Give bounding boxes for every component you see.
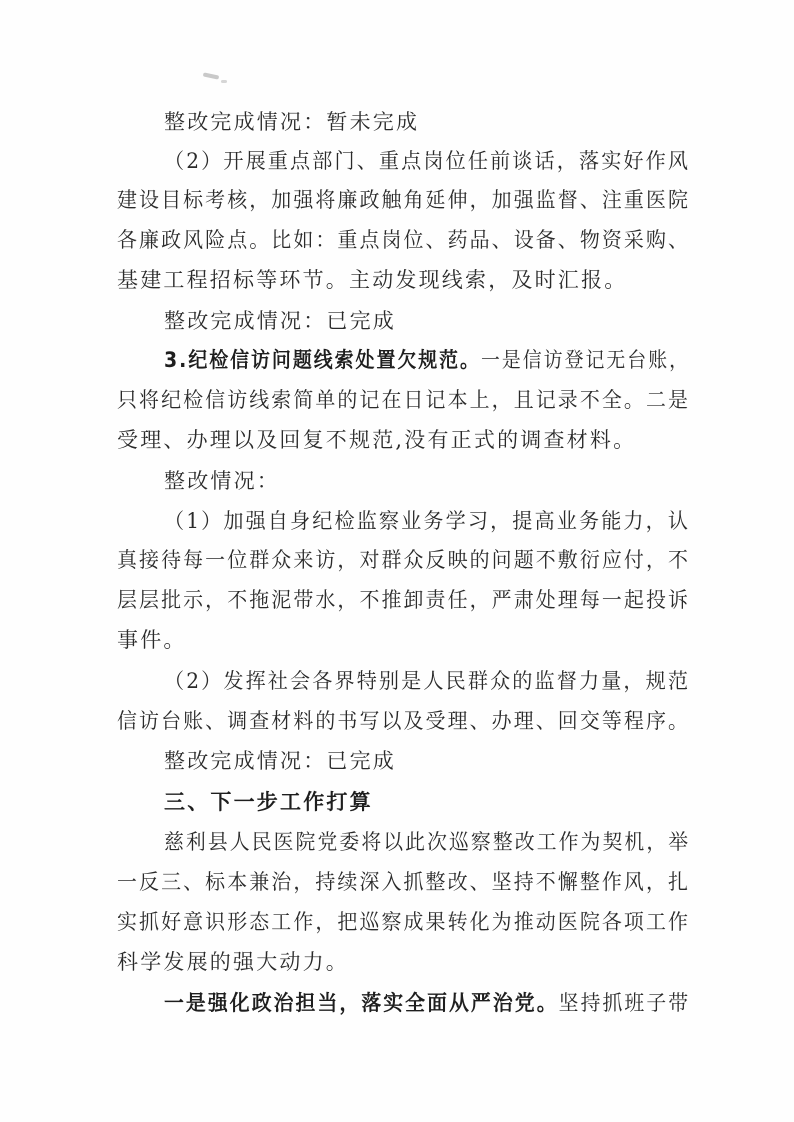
point-heading-continuation: 坚持抓班子带	[558, 991, 691, 1015]
issue-heading-continuation: 一是信访登记无台账，	[480, 348, 691, 372]
point-heading: 一是强化政治担当，落实全面从严治党。	[164, 991, 559, 1015]
paragraph-line: 事件。	[117, 628, 187, 652]
paragraph-line: 层层批示，不拖泥带水，不推卸责任，严肃处理每一起投诉	[117, 588, 691, 612]
paragraph-line: （1）加强自身纪检监察业务学习，提高业务能力，认	[164, 509, 691, 533]
issue-heading-line	[164, 345, 690, 375]
scan-artifact-mark	[203, 72, 219, 79]
point-heading-line	[164, 988, 690, 1018]
rectification-label: 整改情况：	[164, 469, 280, 493]
paragraph-line: 信访台账、调查材料的书写以及受理、办理、回交等程序。	[117, 709, 691, 733]
rectification-status-line: 整改完成情况：已完成	[164, 309, 396, 333]
paragraph-line: 一反三、标本兼治，持续深入抓整改、坚持不懈整作风，扎	[117, 870, 691, 894]
paragraph-line: 实抓好意识形态工作，把巡察成果转化为推动医院各项工作	[117, 910, 691, 934]
paragraph-line: 基建工程招标等环节。主动发现线索，及时汇报。	[117, 268, 628, 292]
scan-artifact-dot	[221, 80, 227, 83]
issue-heading: 3.纪检信访问题线索处置欠规范。	[164, 348, 481, 372]
paragraph-line: 慈利县人民医院党委将以此次巡察整改工作为契机，举	[164, 830, 691, 854]
paragraph-line: （2）发挥社会各界特别是人民群众的监督力量，规范	[164, 669, 691, 693]
paragraph-line: 各廉政风险点。比如：重点岗位、药品、设备、物资采购、	[117, 228, 691, 252]
paragraph-line: 受理、办理以及回复不规范,没有正式的调查材料。	[117, 428, 637, 452]
paragraph-line: （2）开展重点部门、重点岗位任前谈话，落实好作风	[164, 149, 691, 173]
rectification-status-line: 整改完成情况：已完成	[164, 749, 396, 773]
section-heading: 三、下一步工作打算	[164, 790, 373, 814]
paragraph-line: 只将纪检信访线索简单的记在日记本上，且记录不全。二是	[117, 388, 691, 412]
paragraph-line: 科学发展的强大动力。	[117, 950, 349, 974]
paragraph-line: 真接待每一位群众来访，对群众反映的问题不敷衍应付，不	[117, 548, 691, 572]
rectification-status-line: 整改完成情况：暂未完成	[164, 110, 420, 134]
paragraph-line: 建设目标考核，加强将廉政触角延伸，加强监督、注重医院	[117, 188, 691, 212]
